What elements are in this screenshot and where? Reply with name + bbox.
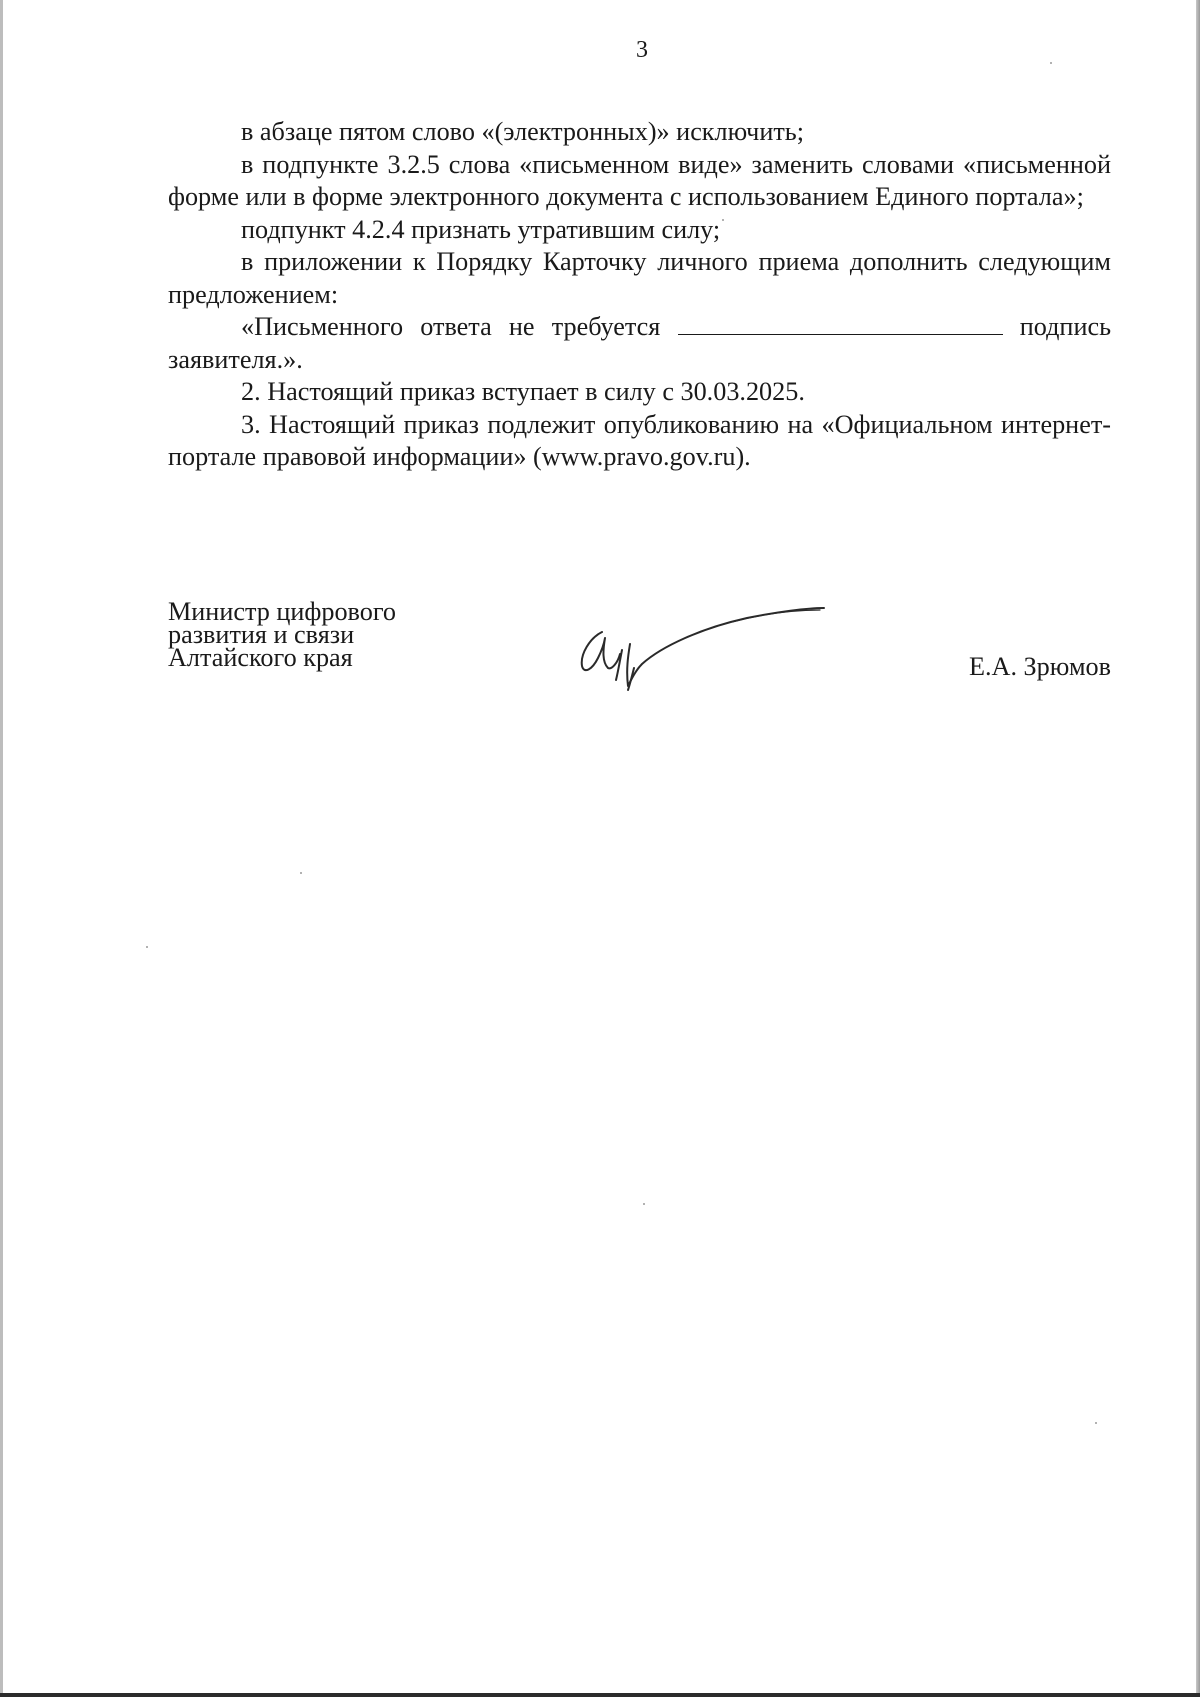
paragraph-paragraph-five-amendment: в абзаце пятом слово «(электронных)» исключить; — [241, 117, 805, 146]
paragraph-publication: 3. Настоящий приказ подлежит опубликованию на «Официальном интернет-портале правовой информации» (www.pravo.gov.ru). — [168, 409, 1111, 471]
scan-speck — [722, 219, 724, 221]
scan-left-edge — [0, 0, 3, 1697]
paragraph-subclause-3-2-5-amendment: в подпункте 3.2.5 слова «письменном виде» заменить словами «письменной форме или в форме электронного документа с использованием Единого портала»; — [168, 149, 1111, 211]
scan-speck — [643, 1203, 645, 1205]
document-body — [168, 116, 1111, 474]
position-line: Алтайского края — [168, 643, 353, 672]
paragraph-quoted-sentence — [168, 311, 1111, 376]
scan-speck — [146, 946, 148, 948]
scan-speck — [1095, 1422, 1097, 1424]
scan-right-edge — [1196, 0, 1200, 1697]
signer-name: Е.А. Зрюмов — [968, 652, 1111, 681]
quoted-sentence-start: «Письменного ответа не требуется — [241, 312, 661, 341]
quoted-sentence-end: подпись заявителя.». — [168, 312, 1112, 374]
scan-speck — [1050, 62, 1052, 64]
scan-speck — [300, 872, 302, 874]
handwritten-signature — [572, 598, 832, 693]
scan-bottom-edge — [0, 1693, 1200, 1697]
paragraph-appendix-addition: в приложении к Порядку Карточку личного приема дополнить следующим предложением: — [168, 247, 1111, 309]
paragraph-subclause-4-2-4-repeal: подпункт 4.2.4 признать утратившим силу; — [241, 214, 721, 244]
signatory-position — [168, 597, 397, 672]
signature-blank-line — [678, 312, 1003, 335]
position-line: Министр цифрового — [168, 597, 397, 626]
position-line: развития и связи — [168, 620, 355, 649]
page-number: 3 — [636, 37, 648, 63]
paragraph-effective-date: 2. Настоящий приказ вступает в силу с 30.03.2025. — [241, 377, 805, 406]
